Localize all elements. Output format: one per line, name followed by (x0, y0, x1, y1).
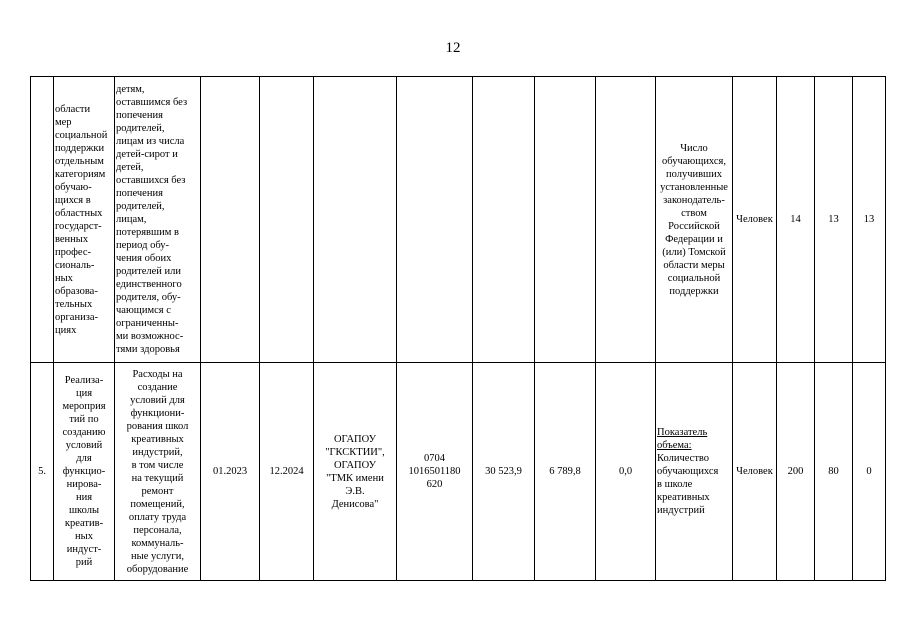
table-row (31, 363, 886, 581)
value1-cell: 200 (777, 363, 815, 581)
budget-code-cell (397, 77, 473, 363)
value1-cell: 14 (777, 77, 815, 363)
unit-cell: Человек (733, 363, 777, 581)
indicator-cell (656, 363, 733, 581)
row-number (31, 77, 54, 363)
program-table (30, 76, 886, 581)
budget-code-cell: 0704 1016501180 620 (397, 363, 473, 581)
year1-cell (535, 77, 596, 363)
indicator-cell: Число обучающихся, получивших установленные законодатель- ством Российской Федерации и (или) Томской области меры социальной поддержки (656, 77, 733, 363)
executor-cell: ОГАПОУ "ГКСКТИИ", ОГАПОУ "ТМК имени Э.В. Денисова" (314, 363, 397, 581)
description-cell: Расходы на создание условий для функциони- рования школ креативных индустрий, в том числе на текущий ремонт помещений, оплату труда персонала, коммуналь- ные услуги, оборудование (115, 363, 201, 581)
year2-cell: 0,0 (596, 363, 656, 581)
total-cell: 30 523,9 (473, 363, 535, 581)
measure-name-cell: области мер социальной поддержки отдельным категориям обучаю- щихся в областных государст- венных профес- сиональ- ных образова- тельных организа- циях (54, 77, 115, 363)
total-cell (473, 77, 535, 363)
description-cell: детям, оставшимся без попечения родителей, лицам из числа детей-сирот и детей, оставшихся без попечения родителей, лицам, потерявшим в период обу- чения обоих родителей или единственного родителя, обу- чающимся с ограниченны- ми возможнос- тями здоровья (115, 77, 201, 363)
end-date-cell (260, 77, 314, 363)
indicator-text: Количество обучающихся в школе креативных индустрий (657, 453, 719, 516)
indicator-title: Показатель объема: (657, 427, 708, 451)
table-row (31, 77, 886, 363)
page-number: 12 (445, 40, 461, 56)
year1-cell: 6 789,8 (535, 363, 596, 581)
value3-cell: 0 (853, 363, 886, 581)
unit-cell: Человек (733, 77, 777, 363)
value2-cell: 13 (815, 77, 853, 363)
end-date-cell: 12.2024 (260, 363, 314, 581)
row-number: 5. (31, 363, 54, 581)
start-date-cell: 01.2023 (201, 363, 260, 581)
year2-cell (596, 77, 656, 363)
executor-cell (314, 77, 397, 363)
value3-cell: 13 (853, 77, 886, 363)
start-date-cell (201, 77, 260, 363)
measure-name-cell: Реализа- ция мероприя тий по созданию условий для функцио- нирова- ния школы креатив- ных индуст- рий (54, 363, 115, 581)
value2-cell: 80 (815, 363, 853, 581)
